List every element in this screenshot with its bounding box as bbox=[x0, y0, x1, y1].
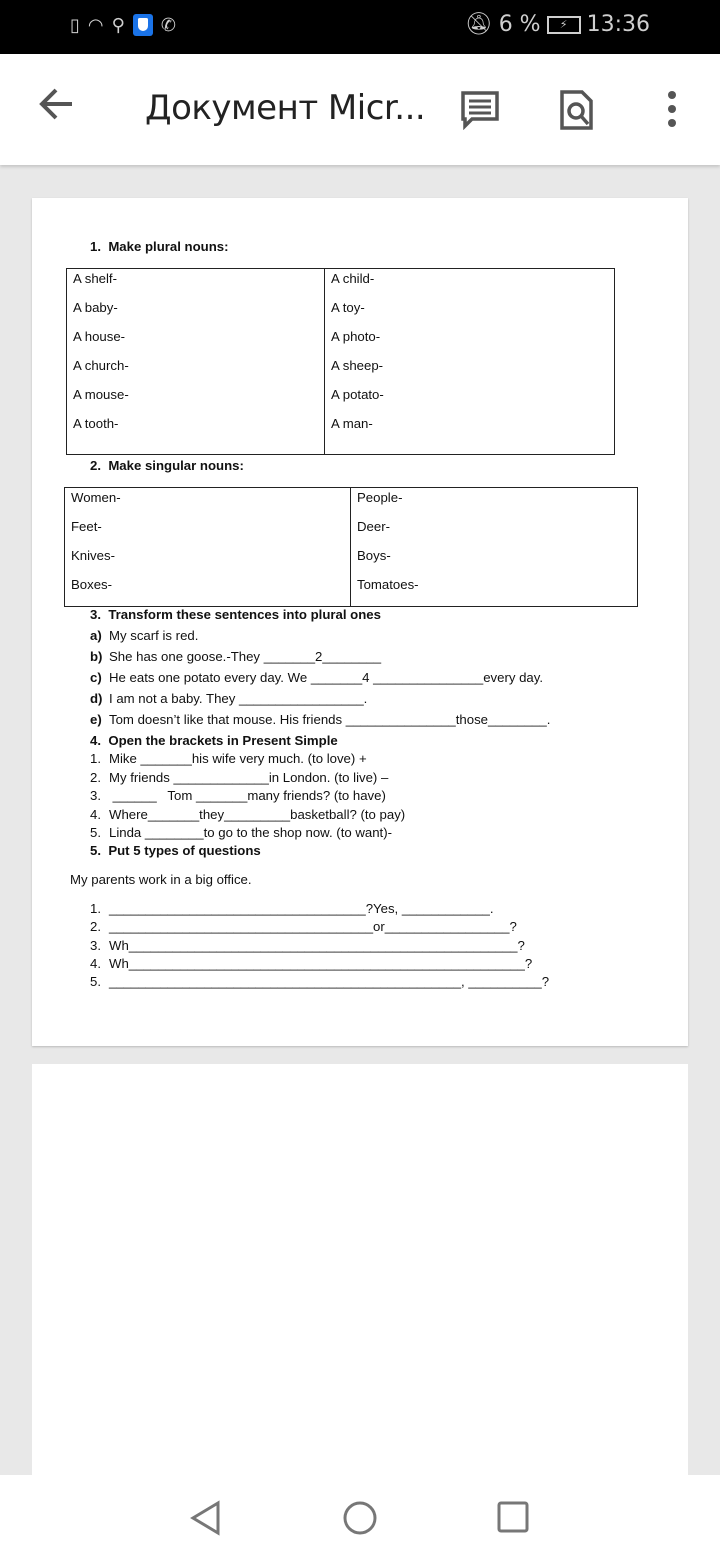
search-icon: ⚲ bbox=[111, 14, 125, 36]
list-marker: 2. bbox=[90, 769, 101, 785]
nav-back-icon[interactable] bbox=[188, 1500, 224, 1536]
list-text: ___________________________________?Yes, ____________. bbox=[109, 901, 494, 916]
nav-home-icon[interactable] bbox=[342, 1500, 378, 1536]
table-cell: A child- bbox=[331, 271, 375, 286]
list-text: Tom doesn’t like that mouse. His friends _______________those________. bbox=[109, 712, 551, 727]
list-item bbox=[90, 974, 549, 989]
table-cell: A man- bbox=[331, 416, 373, 431]
battery-icon: ⚡ bbox=[547, 16, 581, 34]
sim-alert-icon: ▯ bbox=[70, 14, 80, 36]
list-marker: 5. bbox=[90, 825, 101, 840]
section-5-sentence: My parents work in a big office. bbox=[70, 872, 252, 887]
back-arrow-icon[interactable] bbox=[36, 84, 76, 135]
list-text: ____________________________________or_________________? bbox=[109, 919, 517, 935]
document-page-2 bbox=[32, 1064, 688, 1484]
list-item bbox=[90, 670, 543, 685]
clock: 13:36 bbox=[586, 12, 650, 37]
table-cell: A tooth- bbox=[73, 416, 119, 431]
list-marker: 4. bbox=[90, 955, 101, 971]
list-item bbox=[90, 770, 388, 785]
list-item bbox=[90, 919, 517, 934]
section-2-title: 2. Make singular nouns: bbox=[90, 458, 244, 473]
viber-icon: ✆ bbox=[160, 14, 176, 36]
nav-recents-icon[interactable] bbox=[496, 1500, 532, 1536]
battery-percent: 6 % bbox=[498, 12, 541, 37]
document-title: Документ Micr... bbox=[145, 88, 426, 128]
table-cell: A photo- bbox=[331, 329, 381, 344]
wifi-icon: ◠ bbox=[87, 14, 104, 36]
section-5-title: 5. Put 5 types of questions bbox=[90, 843, 261, 858]
list-item bbox=[90, 788, 386, 803]
list-item bbox=[90, 938, 525, 953]
table-cell: Deer- bbox=[357, 519, 390, 534]
list-text: ________________________________________________, __________? bbox=[109, 974, 550, 990]
list-text: ______ Tom _______many friends? (to have) bbox=[109, 788, 386, 803]
list-marker: 4. bbox=[90, 806, 101, 822]
find-in-document-icon[interactable] bbox=[557, 90, 597, 130]
list-marker: 3. bbox=[90, 788, 101, 803]
table-cell: Women- bbox=[71, 490, 121, 505]
table-cell: Feet- bbox=[71, 519, 102, 534]
section-1-title: 1. Make plural nouns: bbox=[90, 239, 229, 254]
comment-icon[interactable] bbox=[460, 90, 500, 130]
list-marker: 3. bbox=[90, 937, 101, 953]
document-page-1 bbox=[32, 198, 688, 1046]
list-marker: a) bbox=[90, 628, 102, 643]
list-text: Linda ________to go to the shop now. (to want)- bbox=[109, 825, 393, 840]
table-cell: Boxes- bbox=[71, 577, 113, 592]
list-item bbox=[90, 956, 532, 971]
plural-nouns-table bbox=[66, 268, 615, 455]
app-bar bbox=[0, 54, 720, 165]
table-cell: A potato- bbox=[331, 387, 384, 402]
list-text: Wh______________________________________________________? bbox=[109, 955, 533, 971]
list-item bbox=[90, 649, 381, 664]
table-cell: Knives- bbox=[71, 548, 115, 563]
list-item bbox=[90, 628, 198, 643]
singular-nouns-table bbox=[64, 487, 638, 607]
list-item bbox=[90, 751, 367, 766]
more-options-icon[interactable] bbox=[652, 90, 692, 130]
table-cell: A house- bbox=[73, 329, 126, 344]
table-cell: A sheep- bbox=[331, 358, 384, 373]
list-text: Mike _______his wife very much. (to love) + bbox=[109, 751, 367, 766]
section-4-title: 4. Open the brackets in Present Simple bbox=[90, 733, 338, 748]
list-marker: c) bbox=[90, 670, 102, 685]
table-cell: A toy- bbox=[331, 300, 365, 315]
mute-icon: 🔕︎ bbox=[464, 12, 493, 37]
list-marker: b) bbox=[90, 649, 103, 664]
list-text: He eats one potato every day. We _______4 _______________every day. bbox=[109, 670, 544, 685]
list-text: Where_______they_________basketball? (to pay) bbox=[109, 806, 406, 822]
list-marker: 1. bbox=[90, 901, 101, 916]
table-cell: A church- bbox=[73, 358, 129, 373]
list-marker: 1. bbox=[90, 751, 101, 766]
navigation-bar bbox=[0, 1475, 720, 1560]
list-item bbox=[90, 901, 494, 916]
list-text: My friends _____________in London. (to live) – bbox=[109, 769, 389, 785]
status-bar bbox=[0, 0, 720, 54]
list-text: Wh_____________________________________________________? bbox=[109, 937, 525, 953]
table-cell: A baby- bbox=[73, 300, 118, 315]
shield-icon bbox=[133, 14, 153, 36]
list-marker: d) bbox=[90, 691, 103, 706]
table-cell: People- bbox=[357, 490, 403, 505]
list-item bbox=[90, 825, 392, 840]
table-cell: Boys- bbox=[357, 548, 391, 563]
list-text: My scarf is red. bbox=[109, 628, 199, 643]
list-marker: 5. bbox=[90, 974, 101, 990]
table-cell: A mouse- bbox=[73, 387, 129, 402]
list-text: I am not a baby. They _________________. bbox=[109, 691, 368, 706]
list-item bbox=[90, 712, 550, 727]
list-marker: e) bbox=[90, 712, 102, 727]
list-item bbox=[90, 807, 405, 822]
list-text: She has one goose.-They _______2________ bbox=[109, 649, 382, 664]
list-marker: 2. bbox=[90, 919, 101, 935]
table-cell: Tomatoes- bbox=[357, 577, 419, 592]
table-cell: A shelf- bbox=[73, 271, 117, 286]
section-3-title: 3. Transform these sentences into plural ones bbox=[90, 607, 381, 622]
list-item bbox=[90, 691, 367, 706]
